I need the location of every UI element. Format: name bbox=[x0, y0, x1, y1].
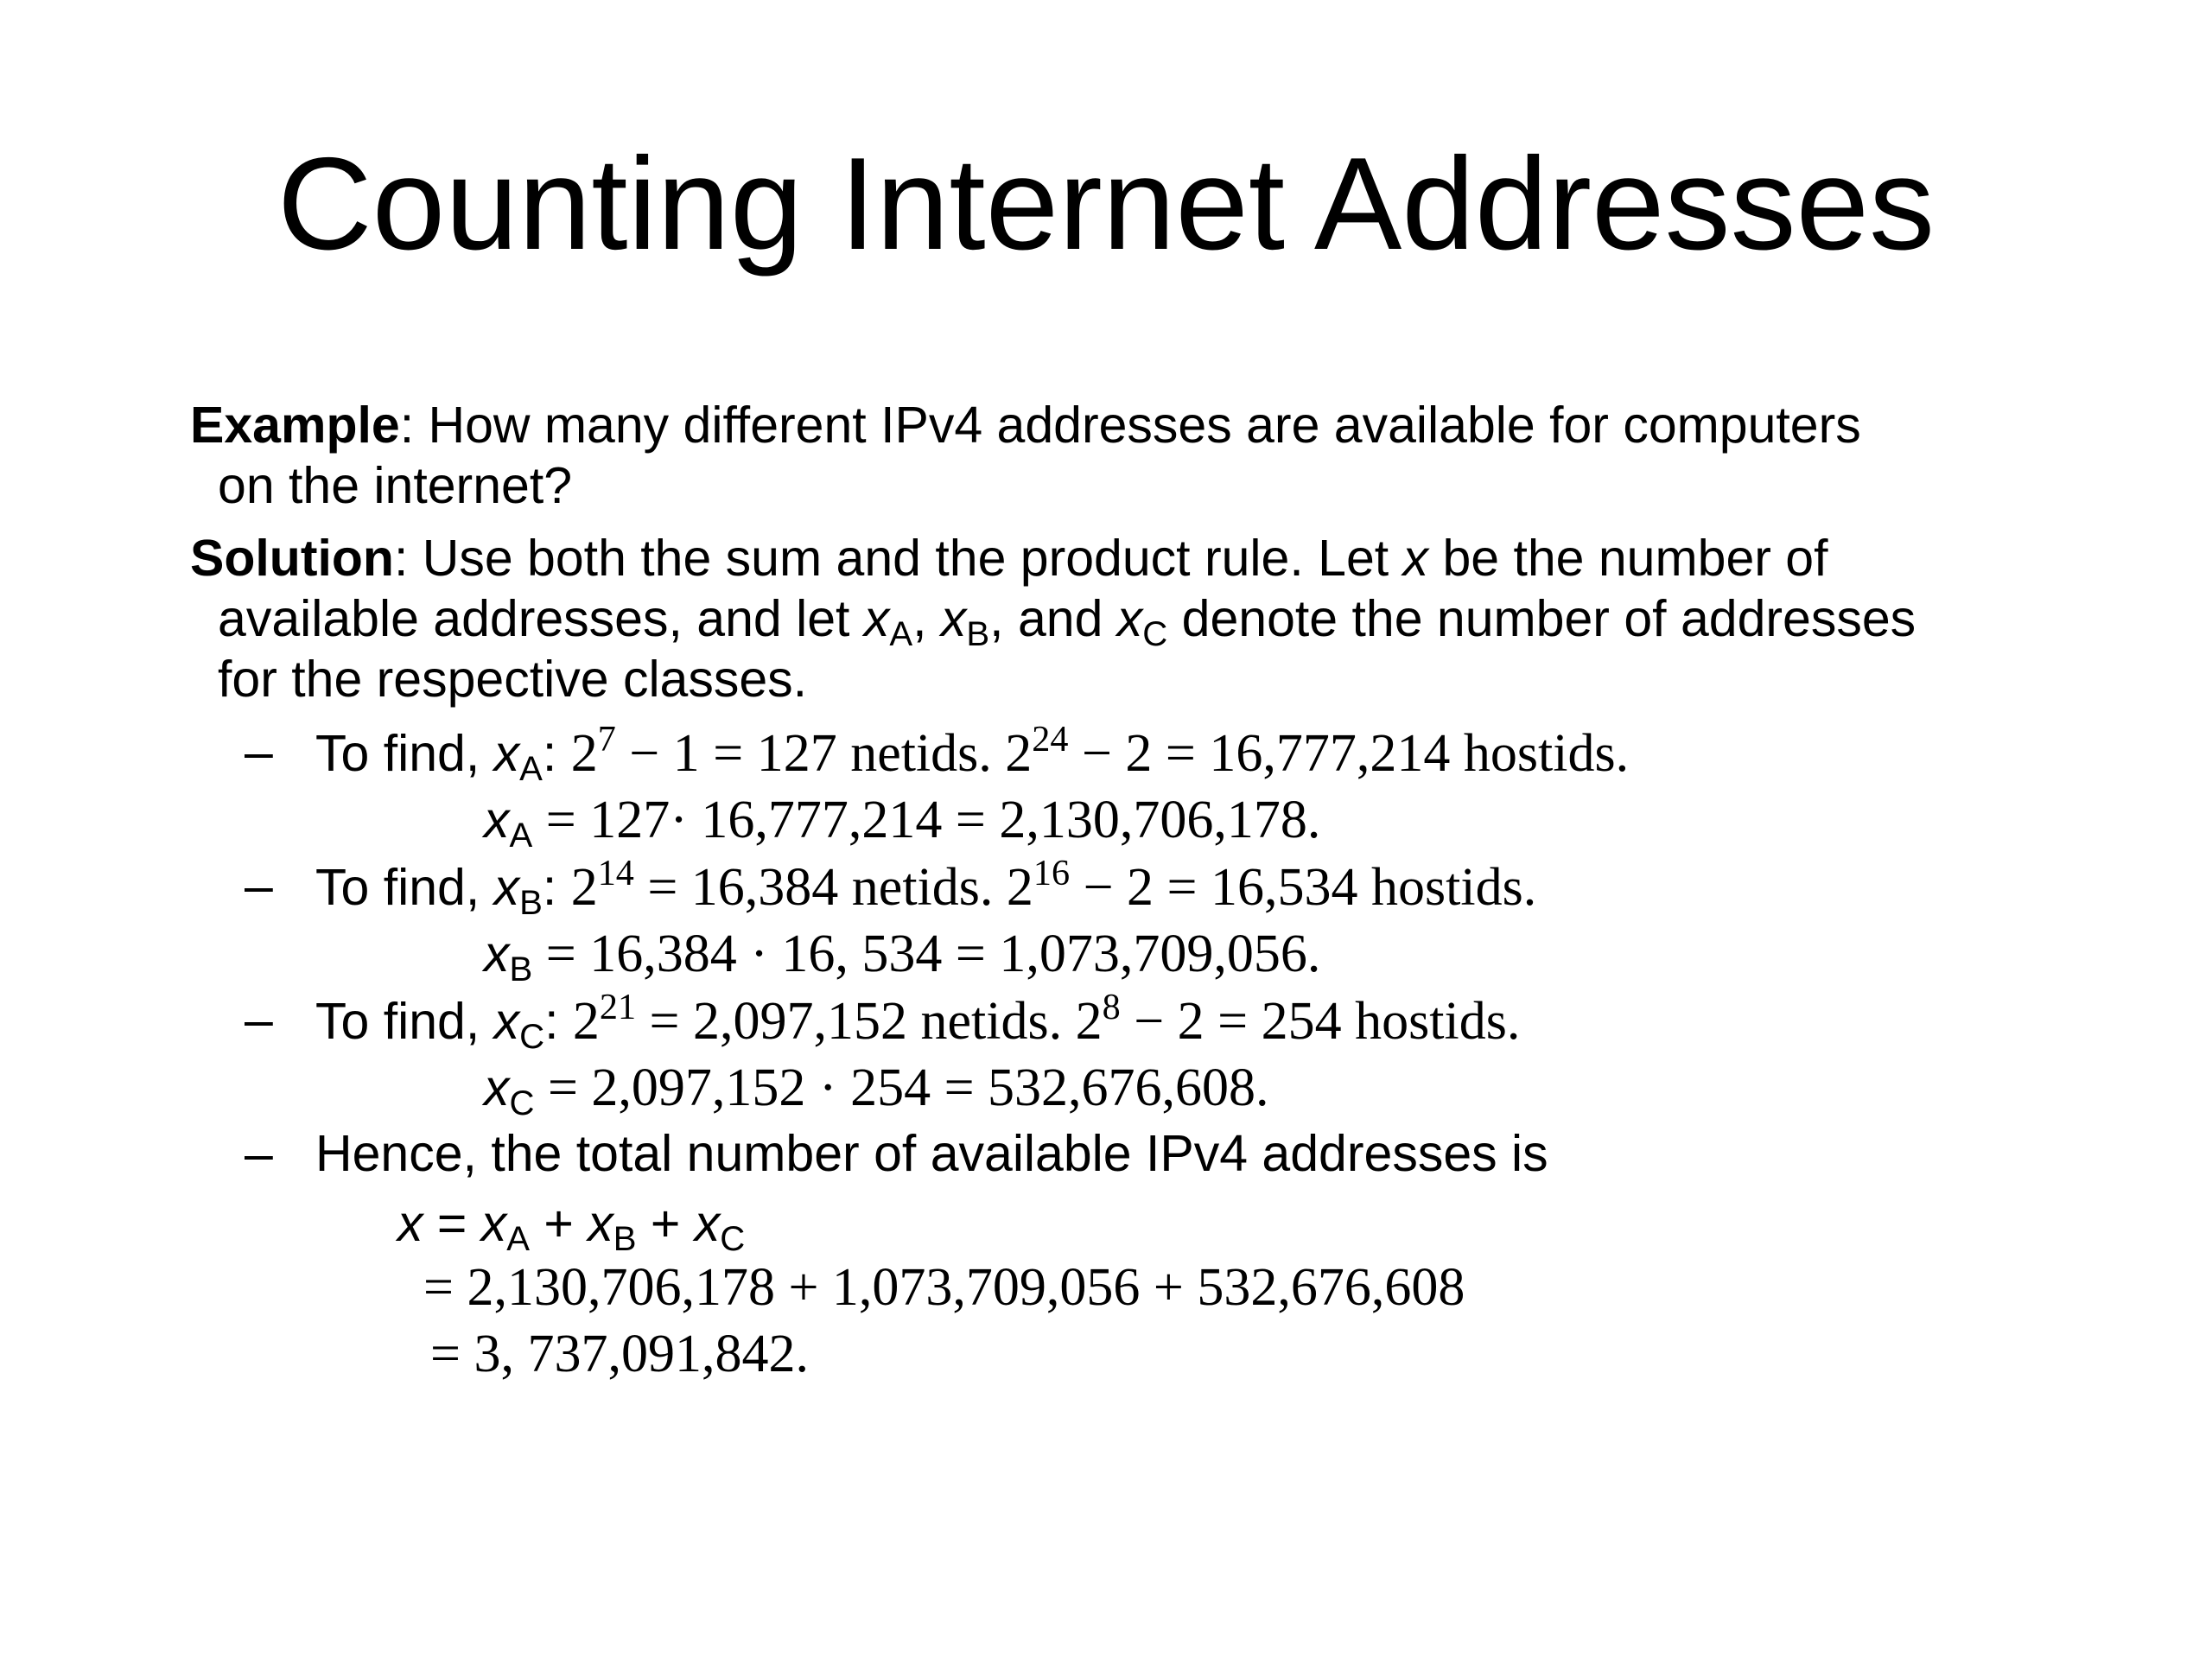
class-b-result: = 16,384 · 16, 534 = 1,073,709,056. bbox=[532, 925, 1321, 983]
total-lead-line: Hence, the total number of available IPv4 addresses is bbox=[315, 1125, 1548, 1182]
class-b-bullet bbox=[245, 858, 273, 914]
var-x: x bbox=[1402, 530, 1429, 587]
solution-line-1: Solution: Use both the sum and the product rule. Let x be the number of bbox=[190, 530, 1828, 587]
class-c-find-line: To find, $x_C$: $2^{21} = 2,097,152$ netids. $2^8 - 2 = 254$ hostids. bbox=[315, 986, 1521, 1057]
class-c-result: = 2,097,152 · 254 = 532,676,608. bbox=[534, 1058, 1269, 1117]
solution-label: Solution bbox=[190, 530, 394, 587]
total-result-line: = 3, 737,091,842. bbox=[430, 1325, 809, 1383]
class-b-formula: $2^{14} = 16,384$ netids. $2^{16} - 2 = 16,534$ hostids. bbox=[570, 852, 1537, 917]
class-a-find-line: To find, $x_A$: $2^7 - 1 = 127$ netids. $2^{24} - 2 = 16,777,214$ hostids. bbox=[315, 718, 1630, 789]
class-a-result-line: $x_A = 127\cdot 16,777,214 = 2,130,706,178$. bbox=[484, 791, 1321, 855]
class-b-find-line: To find, $x_B$: $2^{14} = 16,384$ netids. $2^{16} - 2 = 16,534$ hostids. bbox=[315, 852, 1537, 923]
class-a-formula: $2^7 - 1 = 127$ netids. $2^{24} - 2 = 16,777,214$ hostids. bbox=[570, 718, 1630, 783]
total-values-line: = 2,130,706,178 + 1,073,709,056 + 532,676,608 bbox=[423, 1258, 1465, 1317]
example-line-1 bbox=[190, 397, 1861, 454]
solution-line-2: available addresses, and let $x_A$, $x_B$, and $x_C$ denote the number of addresses bbox=[218, 590, 1916, 654]
total-sum-line: $x = x_A + x_B + x_C$ bbox=[397, 1195, 746, 1259]
example-label: Example bbox=[190, 397, 400, 454]
bullet-dash: – bbox=[245, 1125, 273, 1182]
class-a-bullet bbox=[245, 724, 273, 780]
example-line-2 bbox=[218, 458, 572, 514]
total-bullet bbox=[245, 1126, 273, 1182]
bullet-dash: – bbox=[245, 991, 273, 1048]
solution-line-3: for the respective classes. bbox=[218, 651, 808, 708]
class-c-result-line: $x_C = 2,097,152 \cdot 254 = 532,676,608$. bbox=[484, 1058, 1269, 1123]
example-text-cont: on the internet? bbox=[218, 457, 573, 514]
class-b-result-line: $x_B = 16,384 \cdot 16$, 534 = 1,073,709,056. bbox=[484, 925, 1321, 989]
class-a-result: = 127· 16,777,214 = 2,130,706,178. bbox=[532, 791, 1321, 849]
bullet-dash: – bbox=[245, 723, 273, 780]
slide-title: Counting Internet Addresses bbox=[276, 130, 1936, 277]
example-text: : How many different IPv4 addresses are available for computers bbox=[399, 397, 1861, 454]
bullet-dash: – bbox=[245, 857, 273, 914]
class-c-bullet bbox=[245, 992, 273, 1048]
class-c-formula: $2^{21} = 2,097,152$ netids. $2^8 - 2 = 254$ hostids. bbox=[572, 986, 1521, 1051]
